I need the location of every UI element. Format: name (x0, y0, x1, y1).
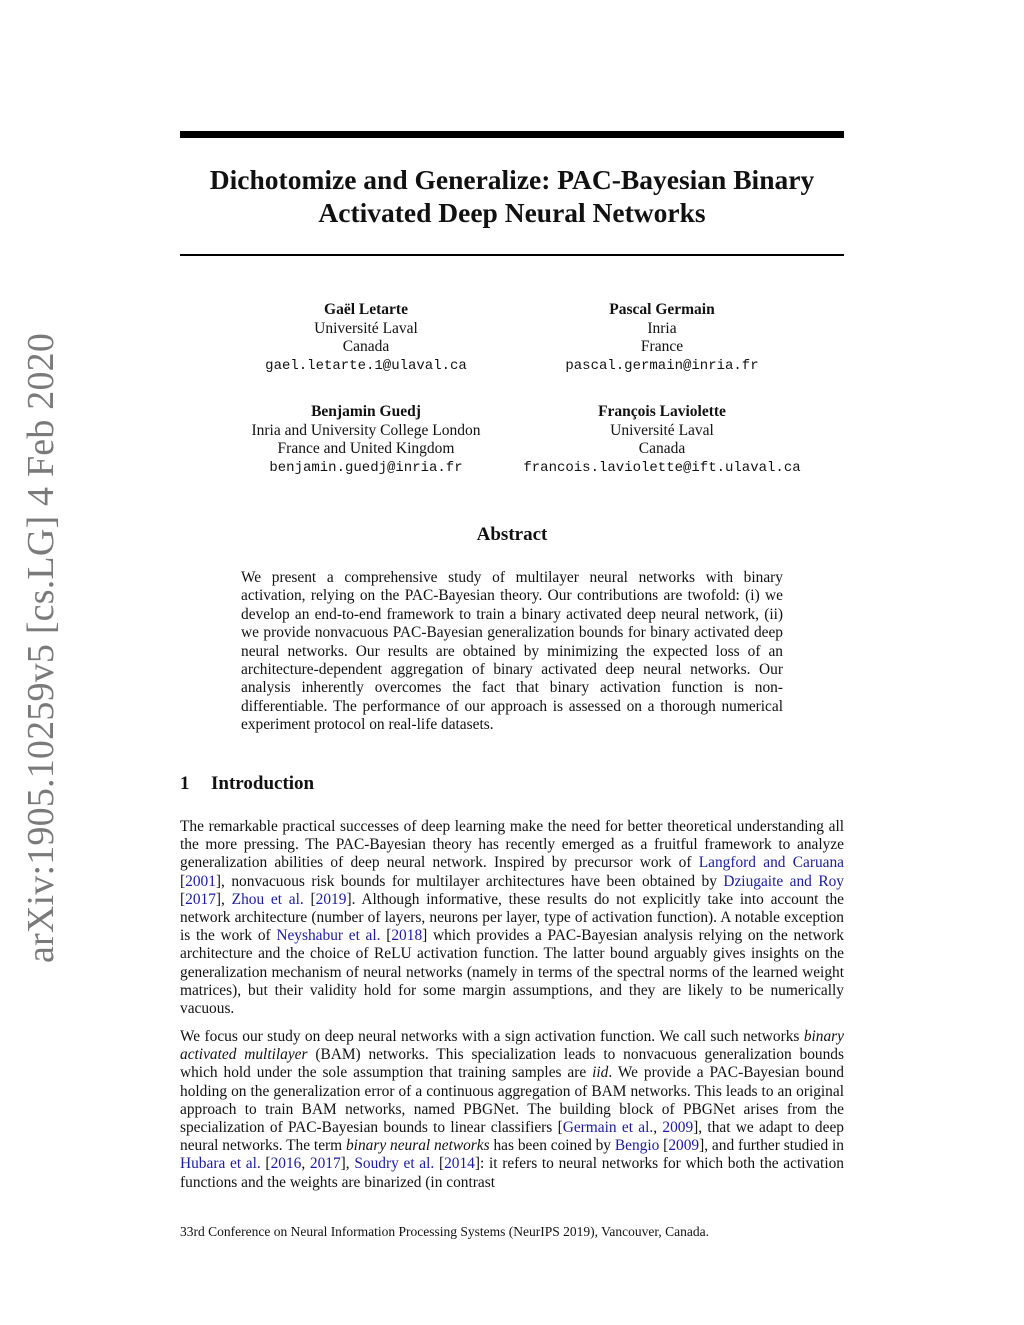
author-block (206, 301, 526, 375)
title-rule-top (180, 131, 844, 138)
author-name: François Laviolette (598, 403, 726, 420)
author-name: Pascal Germain (609, 301, 715, 318)
author-block (502, 301, 822, 375)
citation-link[interactable]: Hubara et al. (180, 1155, 261, 1173)
citation-link[interactable]: Bengio (614, 1137, 660, 1155)
citation-link[interactable]: 2016 (270, 1155, 302, 1173)
citation-link[interactable]: Neyshabur et al. (276, 927, 381, 945)
arxiv-id: arXiv:1905.10259v5 [cs.LG] 4 Feb 2020 (20, 332, 62, 964)
paper-title: Dichotomize and Generalize: PAC-Bayesian Binary Activated Deep Neural Networks (209, 164, 815, 228)
citation-link[interactable]: 2001 (185, 872, 216, 890)
citation-link[interactable]: Zhou et al. (231, 890, 304, 908)
citation-link[interactable]: 2019 (315, 890, 347, 908)
citation-link[interactable]: 2017 (309, 1155, 341, 1173)
citation-link[interactable]: 2009 (668, 1137, 700, 1155)
author-country: France and United Kingdom (277, 440, 455, 457)
section-title: Introduction (211, 773, 315, 794)
author-email[interactable]: pascal.germain@inria.fr (565, 357, 759, 374)
author-country: Canada (638, 440, 686, 457)
author-affiliation: Université Laval (610, 421, 714, 439)
author-affiliation: Inria (647, 319, 677, 337)
citation-link[interactable]: 2017 (185, 890, 216, 908)
author-email[interactable]: gael.letarte.1@ulaval.ca (265, 357, 467, 374)
author-affiliation: Inria and University College London (251, 421, 481, 439)
section-heading (180, 773, 314, 795)
author-email[interactable]: benjamin.guedj@inria.fr (269, 459, 463, 476)
citation-link[interactable]: Germain et al. (562, 1119, 654, 1137)
author-country: France (640, 338, 684, 355)
author-block (477, 403, 847, 477)
author-name: Gaël Letarte (324, 301, 408, 318)
author-name: Benjamin Guedj (311, 403, 421, 420)
section-number: 1 (180, 773, 190, 794)
intro-paragraph-1: The remarkable practical successes of deep learning make the need for better theoretical understanding all the more pressing. The PAC-Bayesian theory has recently emerged as a fruitful framework to analyze generalization abilities of deep neural network. Inspired by precursor work of Langford and Caruana [2001], nonvacuous risk bounds for multilayer architectures have been obtained by Dziugaite and Roy [2017], Zhou et al. [2019]. Although informative, these results do not explicitly take into account the network architecture (number of layers, neurons per layer, type of activation function). A notable exception is the work of Neyshabur et al. [2018] which provides a PAC-Bayesian analysis relying on the network architecture and the choice of ReLU activation function. The latter bound arguably gives insights on the generalization mechanism of neural networks (namely in terms of the spectral norms of the learned weight matrices), but their validity hold for some margin assumptions, and they are likely to be numerically vacuous. (180, 818, 844, 1018)
citation-link[interactable]: Langford and Caruana (698, 854, 844, 872)
author-country: Canada (342, 338, 390, 355)
intro-paragraph-2: We focus our study on deep neural networks with a sign activation function. We call such networks binary activated multilayer (BAM) networks. This specialization leads to nonvacuous generalization bounds which hold under the sole assumption that training samples are iid. We provide a PAC-Bayesian bound holding on the generalization error of a continuous aggregation of BAM networks. This leads to an original approach to train BAM networks, named PBGNet. The building block of PBGNet arises from the specialization of PAC-Bayesian bounds to linear classifiers [Germain et al., 2009], that we adapt to deep neural networks. The term binary neural networks has been coined by Bengio [2009], and further studied in Hubara et al. [2016, 2017], Soudry et al. [2014]: it refers to neural networks for which both the activation functions and the weights are binarized (in contrast (180, 1028, 844, 1191)
abstract-text: We present a comprehensive study of multilayer neural networks with binary activation, relying on the PAC-Bayesian theory. Our contributions are twofold: (i) we develop an end-to-end framework to train a binary activated deep neural network, (ii) we provide nonvacuous PAC-Bayesian generalization bounds for binary activated deep neural networks. Our results are obtained by minimizing the expected loss of an architecture-dependent aggregation of binary activated deep neural networks. Our analysis inherently overcomes the fact that binary activation function is non-differentiable. The performance of our approach is assessed on a thorough numerical experiment protocol on real-life datasets. (241, 569, 783, 734)
citation-link[interactable]: 2009 (662, 1119, 694, 1137)
citation-link[interactable]: 2014 (444, 1155, 475, 1173)
abstract-heading: Abstract (476, 524, 548, 545)
author-affiliation: Université Laval (314, 319, 418, 337)
conference-footnote: 33rd Conference on Neural Information Processing Systems (NeurIPS 2019), Vancouver, Canada. (180, 1224, 709, 1239)
citation-link[interactable]: Soudry et al. (354, 1155, 435, 1173)
citation-link[interactable]: Dziugaite and Roy (723, 872, 844, 890)
citation-link[interactable]: 2018 (391, 927, 423, 945)
author-email[interactable]: francois.laviolette@ift.ulaval.ca (523, 459, 801, 476)
title-rule-bottom (180, 254, 844, 256)
